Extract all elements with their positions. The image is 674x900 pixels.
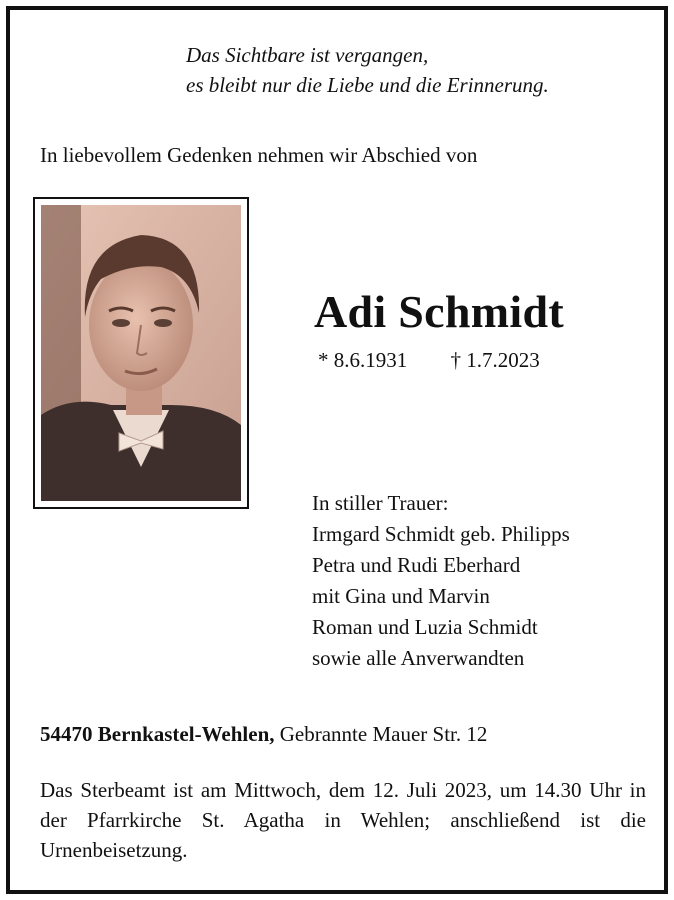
mourners-list: [312, 488, 570, 674]
funeral-notice: Das Sterbeamt ist am Mittwoch, dem 12. Juli 2023, um 14.30 Uhr in der Pfarrkirche St. Agatha in Wehlen; anschließend ist die Urnenbeisetzung.: [40, 778, 646, 862]
mourners-heading: In stiller Trauer:: [312, 491, 449, 515]
mourner-line: Roman und Luzia Schmidt: [312, 615, 538, 639]
mourner-line: mit Gina und Marvin: [312, 584, 490, 608]
deceased-name: Adi Schmidt: [314, 286, 564, 337]
address: [40, 722, 487, 747]
portrait-frame: [33, 197, 249, 509]
intro-text: In liebevollem Gedenken nehmen wir Abschied von: [40, 143, 478, 167]
portrait-illustration: [41, 205, 241, 501]
motto-line-2: es bleibt nur die Liebe und die Erinnerung.: [186, 73, 549, 97]
mourner-line: Petra und Rudi Eberhard: [312, 553, 521, 577]
motto-line-1: Das Sichtbare ist vergangen,: [186, 43, 429, 67]
address-street: Gebrannte Mauer Str. 12: [279, 722, 488, 746]
mourner-line: sowie alle Anverwandten: [312, 646, 525, 670]
mourner-line: Irmgard Schmidt geb. Philipps: [312, 522, 570, 546]
birth-date: * 8.6.1931: [318, 348, 408, 372]
obituary-notice: [6, 6, 668, 894]
address-city: 54470 Bernkastel-Wehlen,: [40, 722, 275, 746]
death-date: † 1.7.2023: [450, 348, 540, 372]
motto: [186, 40, 549, 100]
portrait-photo: [41, 205, 241, 501]
life-dates: [318, 348, 540, 373]
